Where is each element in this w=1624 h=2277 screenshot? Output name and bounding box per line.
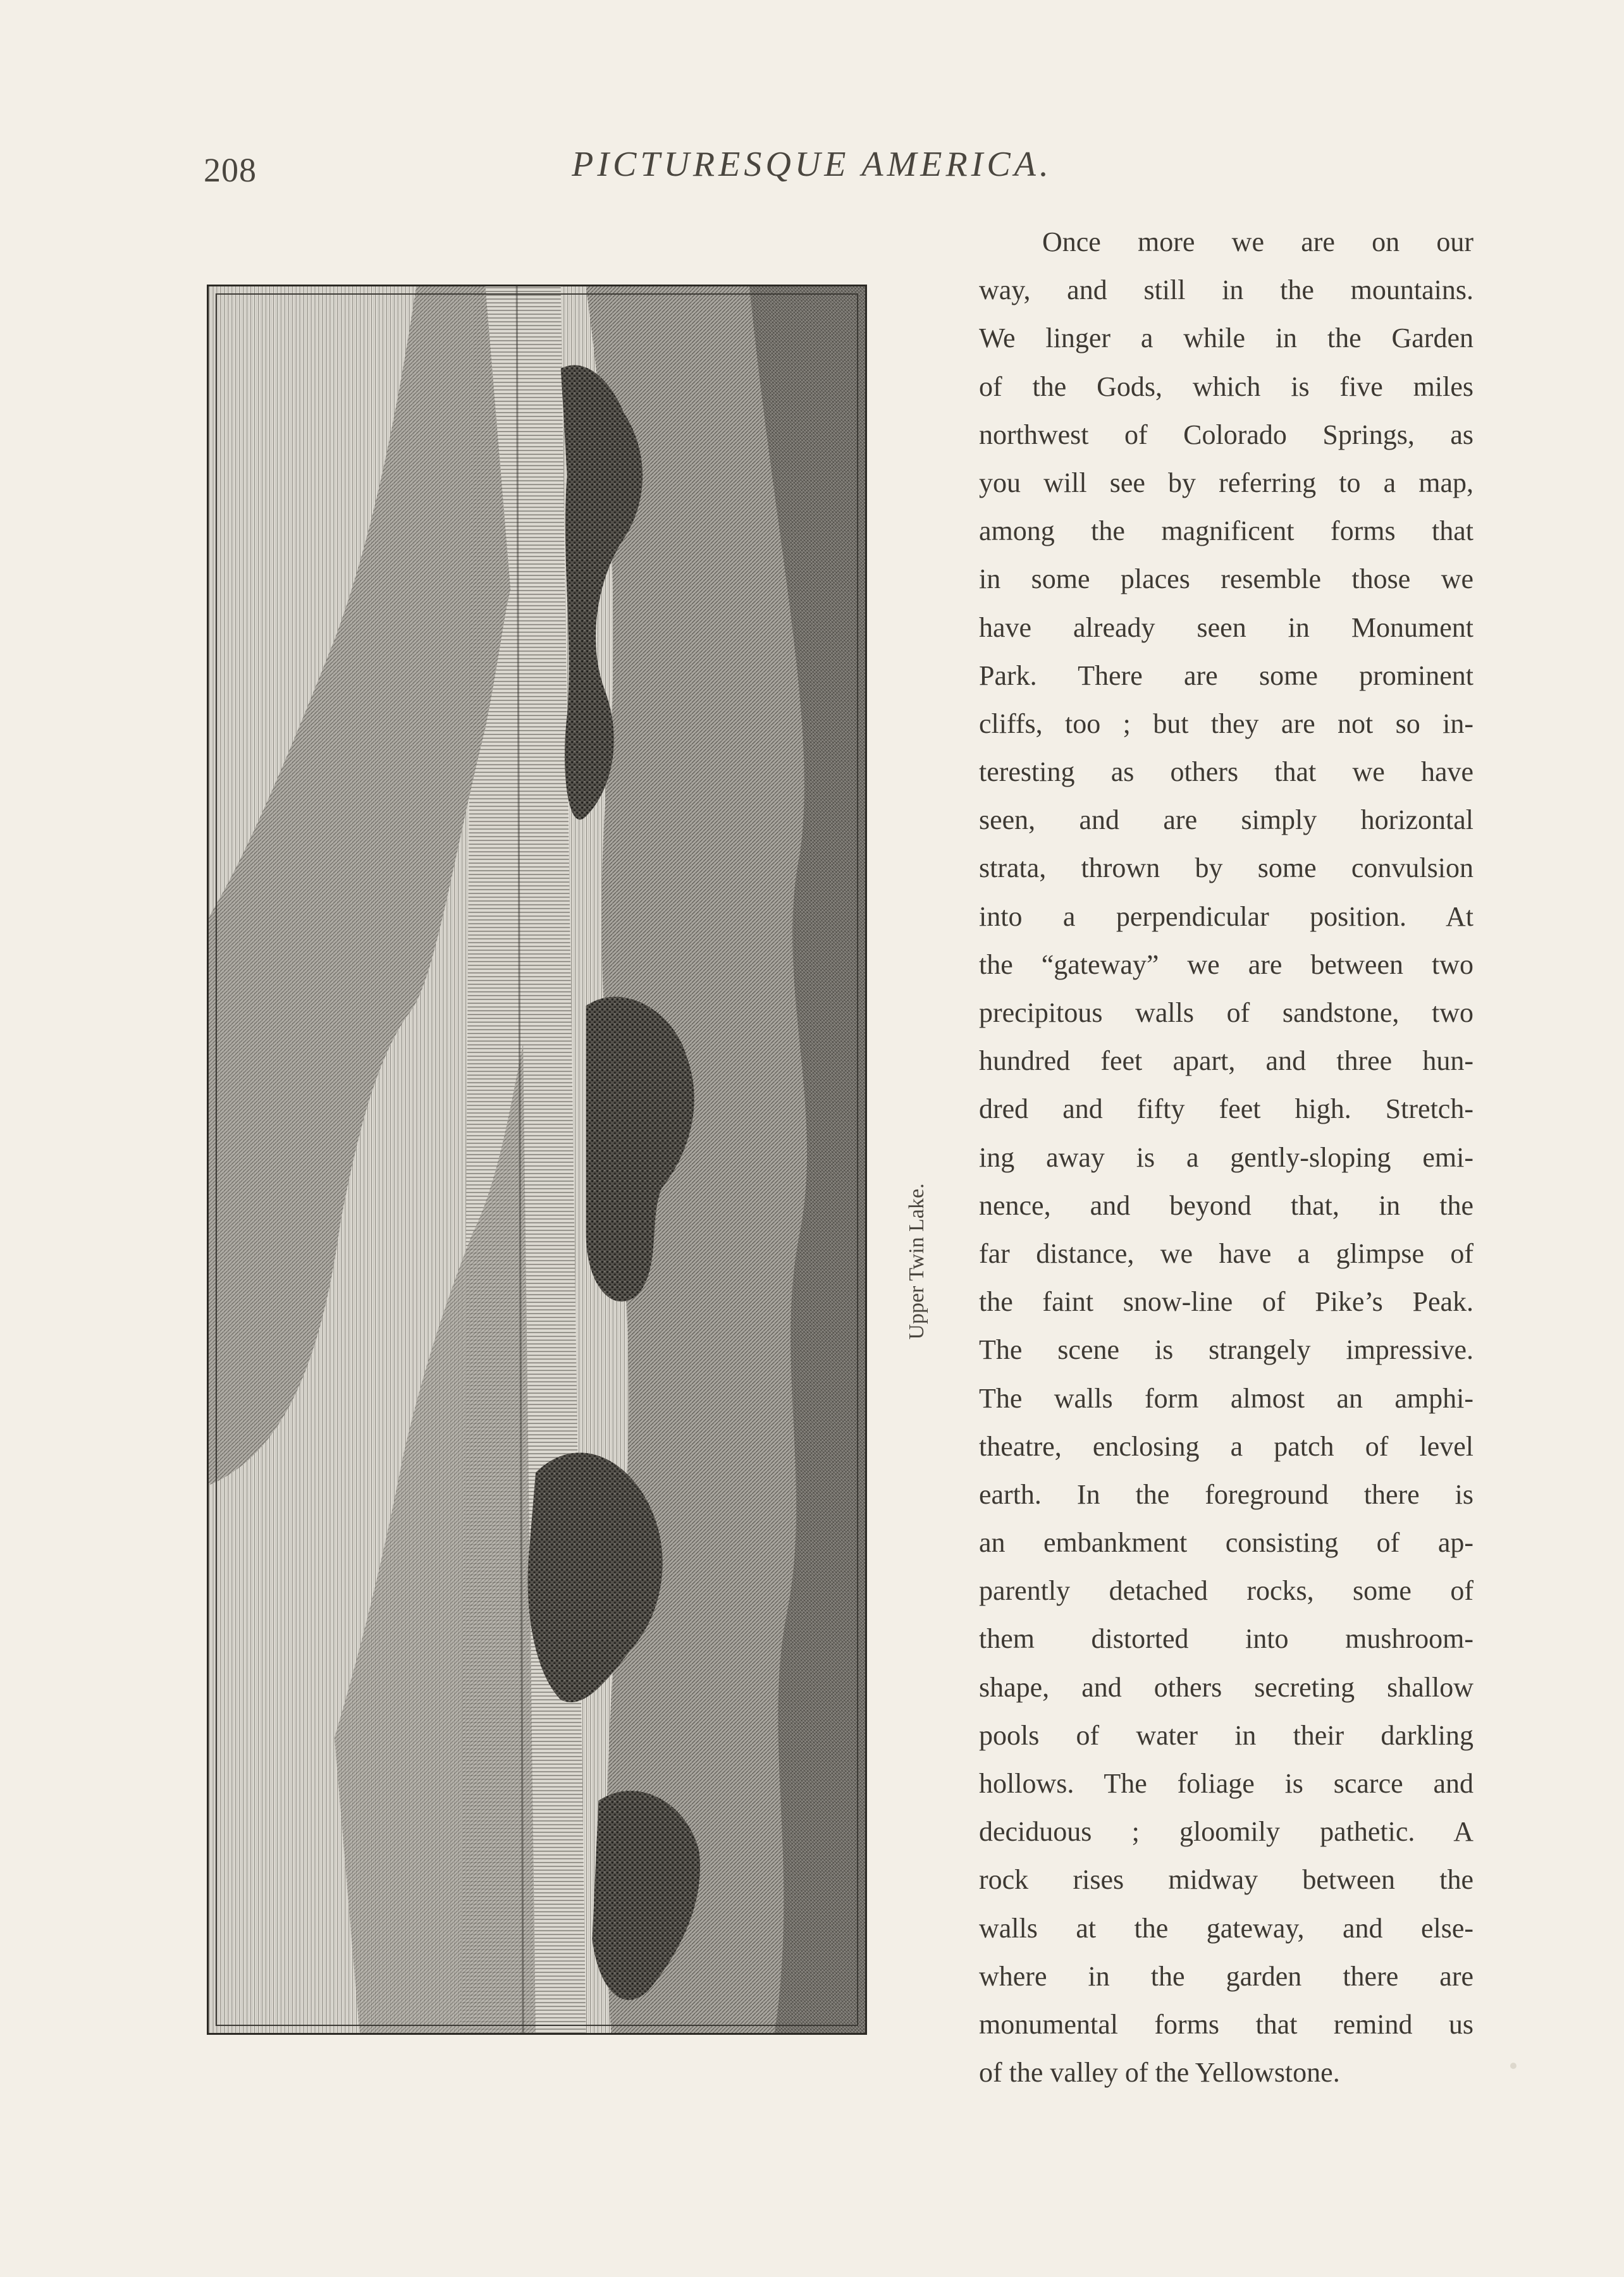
text-line: you will see by referring to a map, — [979, 467, 1473, 498]
text-line: theatre, enclosing a patch of level — [979, 1430, 1473, 1462]
text-line: walls at the gateway, and else- — [979, 1912, 1473, 1944]
text-line: teresting as others that we have — [979, 756, 1473, 788]
text-line: The scene is strangely impressive. — [979, 1334, 1473, 1366]
text-line: We linger a while in the Garden — [979, 322, 1473, 354]
text-line: The walls form almost an amphi- — [979, 1382, 1473, 1414]
text-line: way, and still in the mountains. — [979, 274, 1473, 306]
text-line: hundred feet apart, and three hun- — [979, 1045, 1473, 1077]
text-line: where in the garden there are — [979, 1960, 1473, 1992]
text-line: nence, and beyond that, in the — [979, 1189, 1473, 1221]
text-line: in some places resemble those we — [979, 563, 1473, 595]
paper-speck — [1510, 2063, 1516, 2069]
text-line: rock rises midway between the — [979, 1864, 1473, 1896]
text-line: strata, thrown by some convulsion — [979, 852, 1473, 884]
text-line: have already seen in Monument — [979, 611, 1473, 643]
body-text-column — [979, 218, 1473, 2097]
text-line: shape, and others secreting shallow — [979, 1671, 1473, 1703]
caption-text: Upper Twin Lake. — [905, 1183, 928, 1340]
text-line: an embankment consisting of ap- — [979, 1527, 1473, 1559]
engraving-plate — [207, 285, 867, 2035]
text-line: earth. In the foreground there is — [979, 1478, 1473, 1510]
text-line: dred and fifty feet high. Stretch- — [979, 1093, 1473, 1125]
text-line: monumental forms that remind us — [979, 2008, 1473, 2040]
text-line: Once more we are on our — [1042, 226, 1473, 257]
lake-engraving-image — [209, 286, 865, 2033]
text-line: hollows. The foliage is scarce and — [979, 1768, 1473, 1799]
text-line: the “gateway” we are between two — [979, 948, 1473, 980]
text-line: cliffs, too ; but they are not so in- — [979, 708, 1473, 739]
illustration-caption — [904, 1160, 930, 1363]
page-number: 208 — [204, 151, 257, 189]
text-line: far distance, we have a glimpse of — [979, 1237, 1473, 1269]
running-head: PICTURESQUE AMERICA. — [572, 145, 1052, 184]
text-line: precipitous walls of sandstone, two — [979, 997, 1473, 1028]
text-line: seen, and are simply horizontal — [979, 804, 1473, 836]
text-line: of the valley of the Yellowstone. — [979, 2057, 1340, 2089]
text-line: of the Gods, which is five miles — [979, 371, 1473, 402]
text-line: ing away is a gently-sloping emi- — [979, 1141, 1473, 1173]
text-line: northwest of Colorado Springs, as — [979, 419, 1473, 450]
text-line: the faint snow-line of Pike’s Peak. — [979, 1286, 1473, 1318]
text-line: Park. There are some prominent — [979, 660, 1473, 691]
text-line: pools of water in their darkling — [979, 1719, 1473, 1751]
text-line: them distorted into mushroom- — [979, 1623, 1473, 1655]
text-line: into a perpendicular position. At — [979, 900, 1473, 932]
text-line: among the magnificent forms that — [979, 515, 1473, 547]
text-line: deciduous ; gloomily pathetic. A — [979, 1816, 1473, 1848]
text-line: parently detached rocks, some of — [979, 1575, 1473, 1607]
